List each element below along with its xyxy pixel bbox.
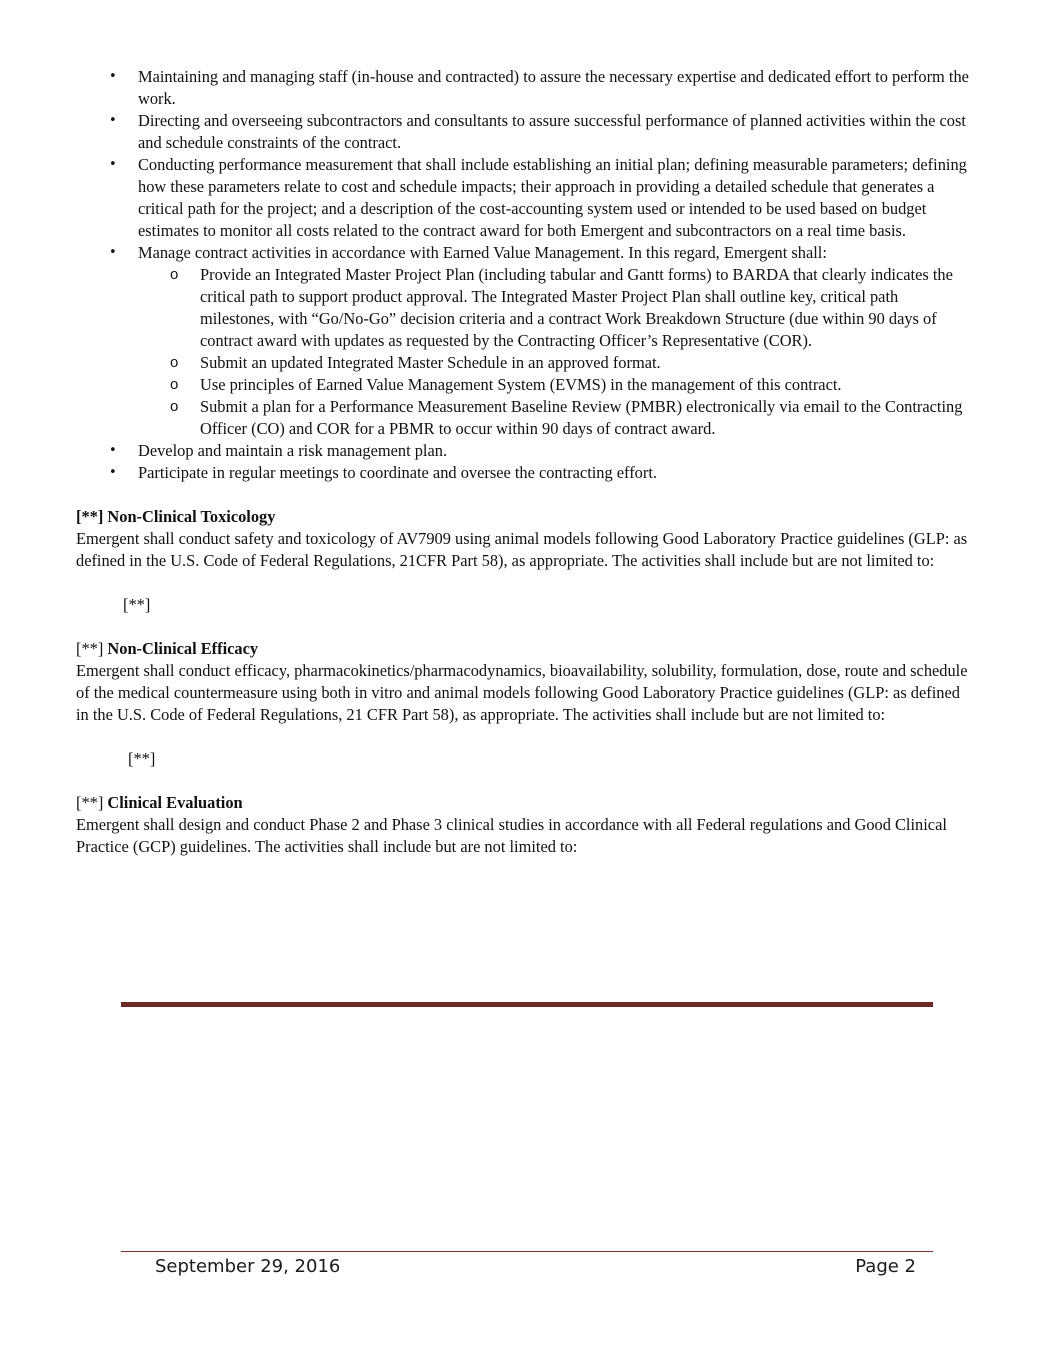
sub-bullet-list — [138, 264, 976, 440]
section-title: Non-Clinical Toxicology — [103, 507, 276, 526]
document-body — [76, 66, 976, 858]
section-body-efficacy: Emergent shall conduct efficacy, pharmacokinetics/pharmacodynamics, bioavailability, solubility, formulation, dose, route and schedule of the medical countermeasure using both in vitro and animal models following Good Laboratory Practice guidelines (GLP: as defined in the U.S. Code of Federal Regulations, 21 CFR Part 58), as appropriate. The activities shall include but are not limited to: — [76, 661, 968, 724]
list-item: • Maintaining and managing staff (in-house and contracted) to assure the necessary expertise and dedicated effort to perform the work. — [76, 66, 976, 110]
list-item: • Conducting performance measurement that shall include establishing an initial plan; defining measurable parameters; defining how these parameters relate to cost and schedule impacts; their approach in providing a detailed schedule that generates a critical path for the project; and a description of the cost-accounting system used or intended to be used based on budget estimates to monitor all costs related to the contract award for both Emergent and subcontractors on a real time basis. — [76, 154, 976, 242]
list-item-text: Manage contract activities in accordance with Earned Value Management. In this regard, Emergent shall: — [138, 243, 827, 262]
footer-date: September 29, 2016 — [155, 1256, 341, 1277]
section-heading-clinical — [76, 792, 976, 814]
list-item — [76, 242, 976, 440]
list-item: • Directing and overseeing subcontractors and consultants to assure successful performance of planned activities within the cost and schedule constraints of the contract. — [76, 110, 976, 154]
section-body-clinical: Emergent shall design and conduct Phase 2 and Phase 3 clinical studies in accordance with all Federal regulations and Good Clinical Practice (GCP) guidelines. The activities shall include but are not limited to: — [76, 815, 947, 856]
section-divider — [121, 1002, 933, 1007]
section-marker: [**] — [76, 639, 104, 658]
section-title: Non-Clinical Efficacy — [103, 639, 259, 658]
bullet-list — [76, 66, 976, 484]
section-title: Clinical Evaluation — [103, 793, 243, 812]
page-number: Page 2 — [855, 1256, 916, 1277]
list-item: • Develop and maintain a risk management plan. — [76, 440, 976, 462]
section-heading-efficacy — [76, 638, 976, 660]
redacted-placeholder: [**] — [128, 749, 156, 768]
section-heading-toxicology — [76, 506, 976, 528]
redacted-placeholder: [**] — [123, 595, 151, 614]
sub-list-item: o Submit a plan for a Performance Measurement Baseline Review (PMBR) electronically via email to the Contracting Officer (CO) and COR for a PBMR to occur within 90 days of contract award. — [76, 396, 976, 440]
section-marker: [**] — [76, 793, 104, 812]
footer-divider — [121, 1251, 933, 1252]
section-marker: [**] — [76, 507, 104, 526]
list-item: • Participate in regular meetings to coordinate and oversee the contracting effort. — [76, 462, 976, 484]
sub-list-item: o Submit an updated Integrated Master Schedule in an approved format. — [76, 352, 976, 374]
sub-list-item: o Use principles of Earned Value Management System (EVMS) in the management of this contract. — [76, 374, 976, 396]
sub-list-item: o Provide an Integrated Master Project Plan (including tabular and Gantt forms) to BARDA that clearly indicates the critical path to support product approval. The Integrated Master Project Plan shall outline key, critical path milestones, with “Go/No-Go” decision criteria and a contract Work Breakdown Structure (due within 90 days of contract award with updates as requested by the Contracting Officer’s Representative (COR). — [76, 264, 976, 352]
section-body-toxicology: Emergent shall conduct safety and toxicology of AV7909 using animal models following Good Laboratory Practice guidelines (GLP: as defined in the U.S. Code of Federal Regulations, 21CFR Part 58), as appropriate. The activities shall include but are not limited to: — [76, 529, 968, 570]
